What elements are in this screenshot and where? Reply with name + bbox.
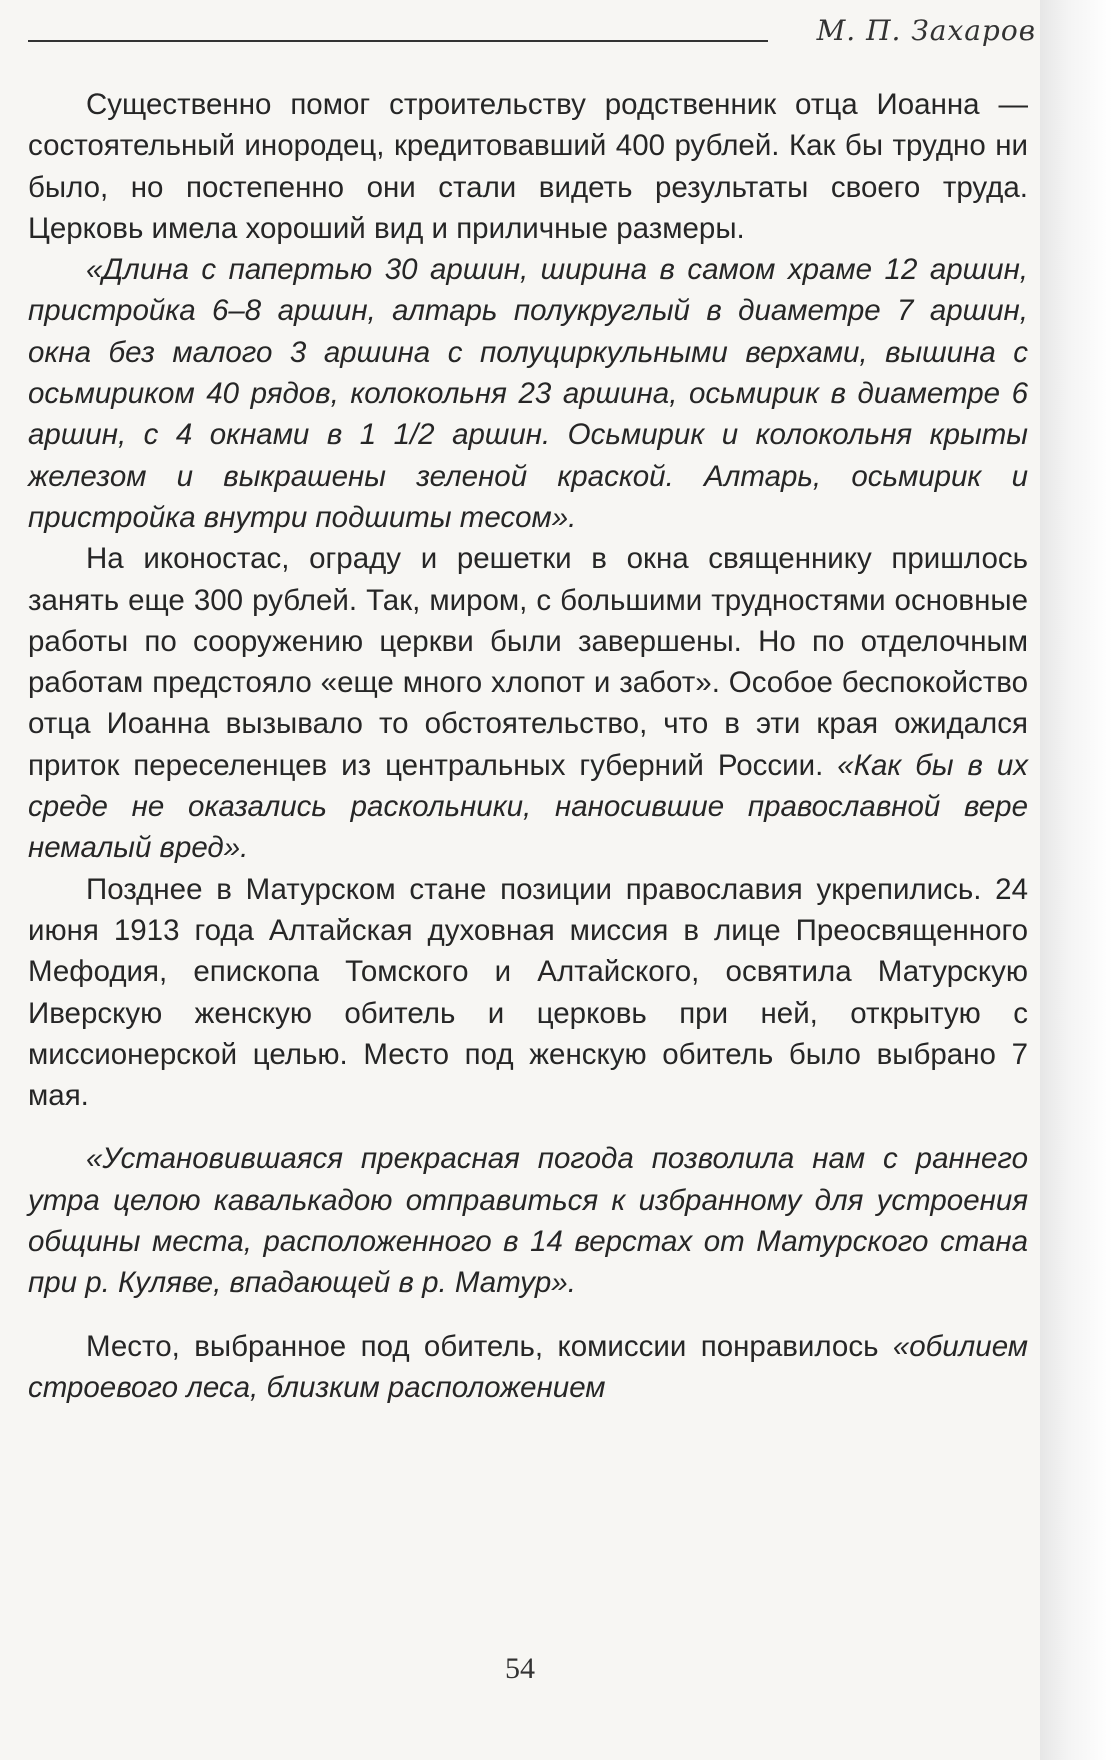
page-edge-shadow (1040, 0, 1112, 1760)
header-rule (28, 40, 768, 42)
body-text (28, 84, 1028, 1408)
paragraph-text: На иконостас, ограду и решетки в окна священнику пришлось занять еще 300 рублей. Так, миром, с большими трудностями основные работы по сооружению церкви были завершены. Но по отделочным работам предстояло «еще много хлопот и забот». Особое беспокойство отца Иоанна вызывало то обстоятельство, что в эти края ожидался приток переселенцев из центральных губерний России. (28, 542, 1028, 782)
inline-quote: «обилием строевого леса, близким расположением (28, 1329, 1028, 1404)
page-number: 54 (505, 1652, 535, 1685)
quote-paragraph (28, 249, 1028, 538)
header-author: М. П. Захаров (816, 14, 1036, 47)
paragraph (28, 538, 1028, 868)
running-header (28, 14, 1036, 54)
paragraph-text: Место, выбранное под обитель, комиссии понравилось (86, 1329, 893, 1363)
paragraph (28, 1326, 1028, 1409)
inline-quote: «Как бы в их среде не оказались раскольники, наносившие православной вере немалый вред». (28, 748, 1029, 865)
paragraph (28, 869, 1028, 1117)
quote-text: «Длина с папертью 30 аршин, ширина в самом храме 12 аршин, пристройка 6–8 аршин, алтарь полукруглый в диаметре 7 аршин, окна без малого 3 аршина с полуциркульными верхами, вышина с осьмириком 40 рядов, колокольня 23 аршина, осьмирик в диаметре 6 аршин, с 4 окнами в 1 1/2 аршин. Осьмирик и колокольня крыты железом и выкрашены зеленой краской. Алтарь, осьмирик и пристройка внутри подшиты тесом». (28, 253, 1028, 534)
paragraph (28, 84, 1028, 249)
paragraph-text: Существенно помог строительству родственник отца Иоанна — состоятельный инородец, кредитовавший 400 рублей. Как бы трудно ни было, но постепенно они стали видеть результаты своего труда. Церковь имела хороший вид и приличные размеры. (28, 88, 1028, 245)
quote-paragraph (28, 1138, 1028, 1303)
quote-text: «Установившаяся прекрасная погода позволила нам с раннего утра целою кавалькадою отправиться к избранному для устроения общины места, расположенного в 14 верстах от Матурского стана при р. Куляве, впадающей в р. Матур». (28, 1142, 1028, 1300)
paragraph-text: Позднее в Матурском стане позиции православия укрепились. 24 июня 1913 года Алтайская духовная миссия в лице Преосвященного Мефодия, епископа Томского и Алтайского, освятила Матурскую Иверскую женскую обитель и церковь при ней, открытую с миссионерской целью. Место под женскую обитель было выбрано 7 мая. (28, 872, 1028, 1113)
